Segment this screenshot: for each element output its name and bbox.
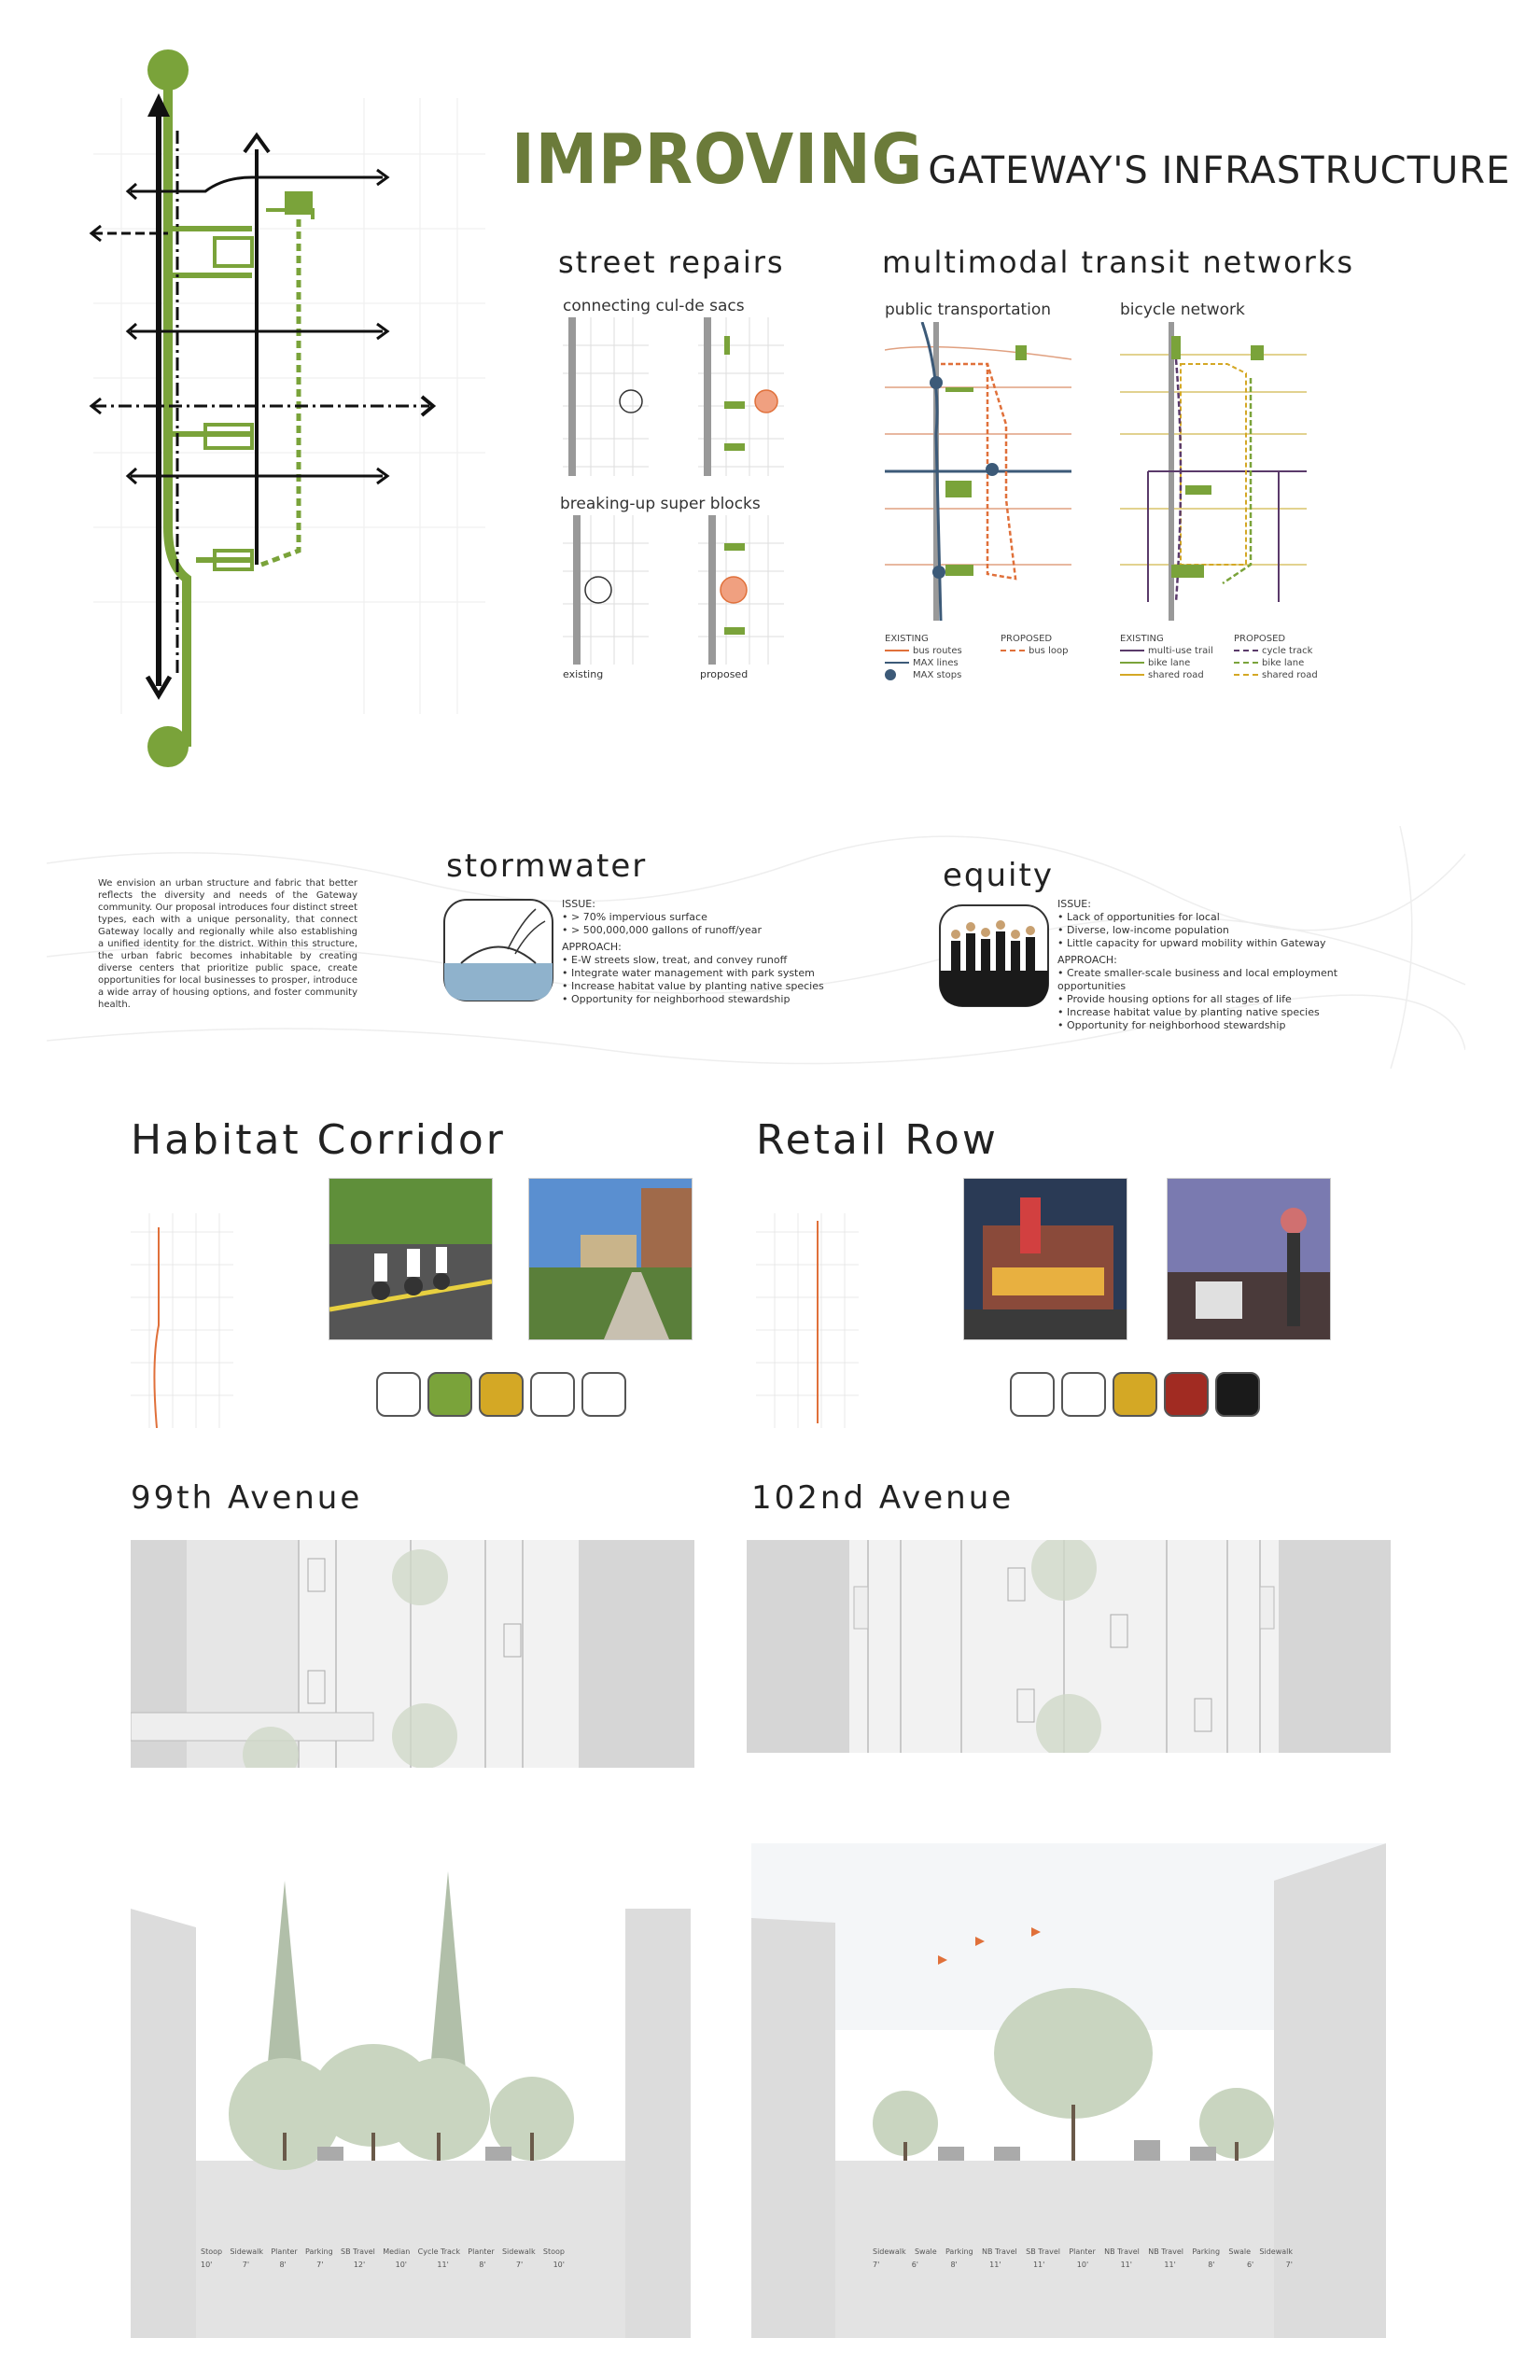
- public-transport-subtitle: public transportation: [885, 301, 1052, 319]
- equity-issue-1: • Lack of opportunities for local: [1057, 911, 1220, 923]
- 102-width-8: 8': [1208, 2261, 1215, 2269]
- public-proposed-legend: [1001, 633, 1068, 657]
- retail-storefront-photo: [963, 1178, 1127, 1340]
- equity-issue-3: • Little capacity for upward mobility within Gateway: [1057, 937, 1326, 949]
- 99-width-2: 8': [279, 2261, 287, 2269]
- equity-approach-2: • Provide housing options for all stages of life: [1057, 993, 1292, 1005]
- legend-shared-road-label: shared road: [1148, 670, 1204, 680]
- stormwater-icon-small: [376, 1372, 421, 1417]
- bike-legend: [1120, 633, 1213, 681]
- 102-width-4: 11': [1032, 2261, 1045, 2269]
- legend-bike-lane-label: bike lane: [1148, 658, 1191, 668]
- equity-text: [1057, 898, 1403, 1032]
- equity-approach-1: • Create smaller-scale business and local employment opportunities: [1057, 967, 1338, 992]
- 102-width-2: 8': [950, 2261, 958, 2269]
- bicycle-network-subtitle: bicycle network: [1120, 301, 1245, 319]
- equity-approach-3-text: Increase habitat value by planting native species: [1067, 1006, 1320, 1018]
- stormwater-title: stormwater: [446, 847, 648, 885]
- habitat-greenway-photo: [528, 1178, 693, 1340]
- 99-width-0: 10': [201, 2261, 213, 2269]
- 99-label-5: Median: [383, 2247, 411, 2256]
- super-block-proposed-map: [698, 515, 784, 665]
- legend-proposed-bike-lane-label: bike lane: [1262, 658, 1305, 668]
- 99-width-8: 7': [515, 2261, 524, 2269]
- 99-width-6: 11': [437, 2261, 449, 2269]
- 102nd-section-labels: [873, 2247, 1293, 2256]
- 102nd-section-widths: [873, 2261, 1293, 2269]
- legend-cycle-track: [1234, 645, 1318, 657]
- 99-label-9: Stoop: [542, 2247, 565, 2256]
- public-existing-head: EXISTING: [885, 634, 929, 644]
- 99-label-6: Cycle Track: [417, 2247, 460, 2256]
- stormwater-approach-1: • E-W streets slow, treat, and convey runoff: [562, 954, 788, 966]
- 99-label-2: Planter: [271, 2247, 298, 2256]
- legend-bus-loop: [1001, 645, 1068, 657]
- transit-icon: [479, 1372, 524, 1417]
- legend-max-stops-label: MAX stops: [913, 670, 962, 680]
- equity-approach-1-text: Create smaller-scale business and local employment opportunities: [1057, 967, 1338, 992]
- 102-label-9: Swale: [1228, 2247, 1252, 2256]
- bike-proposed-head: PROPOSED: [1234, 634, 1286, 644]
- legend-shared-road: [1120, 669, 1213, 681]
- arch-icon: [530, 1372, 575, 1417]
- habitat-tree-icon: [427, 1372, 472, 1417]
- 102-label-6: NB Travel: [1104, 2247, 1140, 2256]
- stormwater-approach-4: • Opportunity for neighborhood stewardship: [562, 993, 791, 1005]
- stormwater-approach-4-text: Opportunity for neighborhood stewardship: [571, 993, 791, 1005]
- proposed-label: proposed: [700, 668, 749, 680]
- stormwater-approach-1-text: E-W streets slow, treat, and convey runoff: [571, 954, 788, 966]
- bike-existing-head: EXISTING: [1120, 634, 1164, 644]
- cul-de-sac-existing-map: [563, 317, 649, 476]
- 99-label-4: SB Travel: [341, 2247, 375, 2256]
- corridor-diagram: [84, 42, 495, 779]
- super-blocks-subtitle: breaking-up super blocks: [560, 495, 761, 513]
- 102-width-1: 6': [911, 2261, 919, 2269]
- title-bold: IMPROVING: [511, 119, 924, 200]
- legend-bus-loop-label: bus loop: [1029, 646, 1069, 656]
- 99-width-9: 10': [553, 2261, 565, 2269]
- 102-label-8: Parking: [1192, 2247, 1221, 2256]
- 99th-avenue-title: 99th Avenue: [131, 1479, 363, 1517]
- cul-de-sac-proposed-map: [698, 317, 784, 476]
- public-legend: [885, 633, 962, 681]
- 102nd-avenue-title: 102nd Avenue: [751, 1479, 1015, 1517]
- habitat-corridor-title: Habitat Corridor: [131, 1116, 506, 1164]
- 102-width-6: 11': [1120, 2261, 1132, 2269]
- habitat-cyclists-photo: [329, 1178, 493, 1340]
- bicycle-network-map: [1120, 322, 1307, 621]
- 102-width-3: 11': [989, 2261, 1001, 2269]
- habitat-locator-map: [131, 1213, 233, 1428]
- 102-width-5: 10': [1076, 2261, 1089, 2269]
- equity-issue-head: ISSUE:: [1057, 898, 1091, 910]
- legend-max-stops: [885, 669, 962, 681]
- cul-de-sac-subtitle: connecting cul-de sacs: [563, 297, 745, 315]
- existing-label: existing: [563, 668, 604, 680]
- stormwater-approach-head: APPROACH:: [562, 941, 622, 953]
- equity-issue-3-text: Little capacity for upward mobility within Gateway: [1067, 937, 1326, 949]
- legend-bus-routes: [885, 645, 962, 657]
- legend-multi-use-trail: [1120, 645, 1213, 657]
- equity-approach-4-text: Opportunity for neighborhood stewardship: [1067, 1019, 1286, 1031]
- 99-width-1: 7': [242, 2261, 250, 2269]
- 99-label-1: Sidewalk: [230, 2247, 264, 2256]
- equity-issue-2: • Diverse, low-income population: [1057, 924, 1229, 936]
- 99th-section-labels: [201, 2247, 565, 2256]
- 102-label-4: SB Travel: [1026, 2247, 1061, 2256]
- intro-paragraph: We envision an urban structure and fabric that better reflects the diversity and needs of the Gateway community. Our proposal introduces four distinct street types, each with a unique personality, that connect Gateway locally and regionally while also establishing a unified identity for the district. Within this structure, the urban fabric becomes inhabitable by creating diverse centers that prioritize public space, create opportunities for local businesses to prosper, introduce a wide array of housing options, and foster community health.: [98, 878, 357, 1010]
- arch-icon-2: [1164, 1372, 1209, 1417]
- stormwater-issue-2: • > 500,000,000 gallons of runoff/year: [562, 924, 763, 936]
- equity-approach-4: • Opportunity for neighborhood stewardship: [1057, 1019, 1286, 1031]
- 102-width-0: 7': [873, 2261, 880, 2269]
- legend-proposed-shared-road: [1234, 669, 1318, 681]
- retail-street-photo: [1167, 1178, 1331, 1340]
- stormwater-issue-1: • > 70% impervious surface: [562, 911, 707, 923]
- 99-label-3: Parking: [305, 2247, 333, 2256]
- equity-approach-2-text: Provide housing options for all stages of life: [1067, 993, 1292, 1005]
- 99-label-8: Sidewalk: [501, 2247, 536, 2256]
- 102-label-0: Sidewalk: [873, 2247, 906, 2256]
- retail-locator-map: [756, 1213, 859, 1428]
- stormwater-issue-2-text: > 500,000,000 gallons of runoff/year: [571, 924, 763, 936]
- legend-multi-use-trail-label: multi-use trail: [1148, 646, 1213, 656]
- legend-proposed-bike-lane: [1234, 657, 1318, 669]
- stormwater-icon: [442, 898, 554, 1002]
- bike-proposed-legend: [1234, 633, 1318, 681]
- 102-label-1: Swale: [914, 2247, 937, 2256]
- title-rest: GATEWAY'S INFRASTRUCTURE: [928, 149, 1511, 192]
- equity-title: equity: [943, 857, 1054, 894]
- retail-row-title: Retail Row: [756, 1116, 999, 1164]
- 99-width-7: 8': [479, 2261, 486, 2269]
- 102-width-7: 11': [1164, 2261, 1176, 2269]
- 99-label-0: Stoop: [201, 2247, 223, 2256]
- super-block-existing-map: [563, 515, 649, 665]
- 102-label-7: NB Travel: [1148, 2247, 1184, 2256]
- legend-bus-routes-label: bus routes: [913, 646, 962, 656]
- 102-label-3: NB Travel: [981, 2247, 1017, 2256]
- stormwater-approach-2: • Integrate water management with park system: [562, 967, 815, 979]
- 99th-avenue-plan: [131, 1540, 694, 1768]
- 102-label-5: Planter: [1069, 2247, 1096, 2256]
- 99-width-3: 7': [316, 2261, 324, 2269]
- stormwater-approach-3: • Increase habitat value by planting native species: [562, 980, 824, 992]
- page-title: [511, 119, 1510, 200]
- street-repairs-title: street repairs: [558, 245, 785, 280]
- community-icon: [581, 1372, 626, 1417]
- stormwater-approach-3-text: Increase habitat value by planting native species: [571, 980, 824, 992]
- legend-max-lines-label: MAX lines: [913, 658, 959, 668]
- 102-label-10: Sidewalk: [1259, 2247, 1293, 2256]
- equity-issue-2-text: Diverse, low-income population: [1067, 924, 1229, 936]
- 102-label-2: Parking: [945, 2247, 973, 2256]
- equity-issue-1-text: Lack of opportunities for local: [1067, 911, 1220, 923]
- stormwater-issue-1-text: > 70% impervious surface: [571, 911, 707, 923]
- equity-approach-head: APPROACH:: [1057, 954, 1117, 966]
- stormwater-approach-2-text: Integrate water management with park system: [571, 967, 815, 979]
- legend-bike-lane: [1120, 657, 1213, 669]
- community-icon-2: [1215, 1372, 1260, 1417]
- transit-icon-2: [1113, 1372, 1157, 1417]
- legend-max-lines: [885, 657, 962, 669]
- 99-width-4: 12': [353, 2261, 366, 2269]
- 102-width-9: 6': [1246, 2261, 1254, 2269]
- public-transport-map: [885, 322, 1071, 621]
- legend-proposed-shared-road-label: shared road: [1262, 670, 1318, 680]
- transit-title: multimodal transit networks: [882, 245, 1355, 280]
- stormwater-issue-head: ISSUE:: [562, 898, 595, 910]
- stormwater-icon-small-2: [1010, 1372, 1055, 1417]
- equity-approach-3: • Increase habitat value by planting native species: [1057, 1006, 1320, 1018]
- 102nd-avenue-plan: [747, 1540, 1391, 1753]
- stormwater-text: [562, 898, 898, 1006]
- legend-cycle-track-label: cycle track: [1262, 646, 1313, 656]
- public-proposed-head: PROPOSED: [1001, 634, 1053, 644]
- habitat-tree-icon-2: [1061, 1372, 1106, 1417]
- 99th-section-widths: [201, 2261, 565, 2269]
- 102-width-10: 7': [1285, 2261, 1293, 2269]
- equity-icon: [938, 903, 1050, 1008]
- 99-width-5: 10': [395, 2261, 408, 2269]
- 99-label-7: Planter: [468, 2247, 495, 2256]
